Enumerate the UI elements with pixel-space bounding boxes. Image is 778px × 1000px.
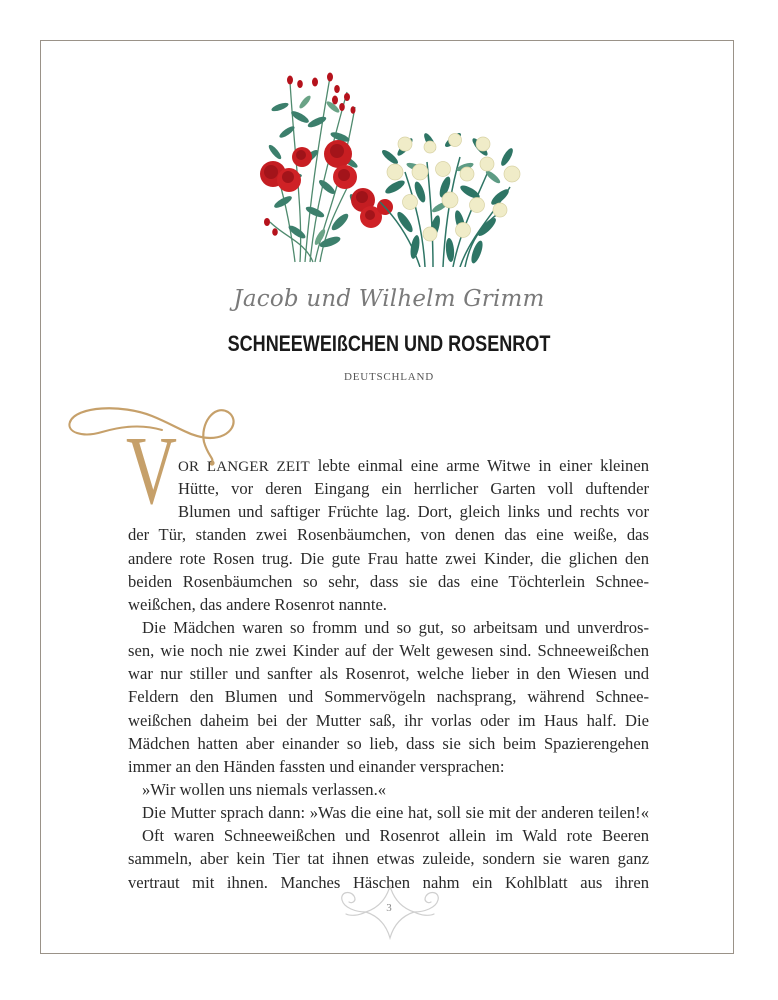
story-line: andere rote Rosen trug. Die gute Frau hatte zwei Kinder, die glichen den [128, 548, 649, 568]
story-line: sammeln, aber kein Tier tat ihnen etwas zuleide, sondern sie waren ganz [128, 849, 649, 869]
story-line: Feldern den Blumen und Sommervögeln nachsprang, während Schnee- [128, 687, 649, 707]
drop-cap: V [126, 417, 177, 525]
story-line: war nur stiller und sanfter als Rosenrot, welche lieber in den Wiesen und [128, 664, 649, 684]
story-line: Oft waren Schneeweißchen und Rosenrot allein im Wald rote Beeren [142, 826, 649, 846]
story-line: beiden Rosenbäumchen so sehr, dass sie das eine Töchterlein Schnee- [128, 571, 649, 591]
story-line: Hütte, vor deren Eingang ein herrlicher Garten voll duftender [178, 479, 649, 499]
story-text [128, 454, 649, 894]
story-line: OR LANGER ZEIT lebte einmal eine arme Witwe in einer kleinen [178, 456, 649, 475]
story-line: vertraut mit ihnen. Manches Häschen nahm ein Kohlblatt aus ihren [128, 872, 649, 892]
red-rose-bush [260, 73, 393, 263]
story-line: Mädchen hatten aber einander so lieb, dass sie sich beim Spazierengehen [128, 733, 649, 753]
story-line: weißchen daheim bei der Mutter saß, ihr vorlas oder im Haus half. Die [128, 710, 649, 730]
story-country: DEUTSCHLAND [343, 371, 435, 383]
opening-smallcaps: OR LANGER ZEIT [178, 459, 310, 475]
story-title: SCHNEEWEIßCHEN UND ROSENROT [227, 331, 551, 356]
story-line: »Wir wollen uns niemals verlassen.« [142, 779, 387, 799]
white-rose-bush [380, 131, 520, 267]
story-line: weißchen, das andere Rosenrot nannte. [128, 594, 387, 614]
story-line: sen, wie noch nie zwei Kinder auf der Welt gewesen sind. Schneeweißchen [128, 641, 649, 661]
story-line: immer an den Händen fassten und einander versprachen: [128, 756, 505, 776]
story-line: Die Mädchen waren so fromm und so gut, so arbeitsam und unverdros- [142, 617, 649, 637]
story-line: Blumen und saftiger Früchte lag. Dort, gleich links und rechts vor [178, 502, 649, 522]
page-number: 3 [386, 902, 392, 914]
author-name: Jacob und Wilhelm Grimm [233, 286, 545, 312]
rose-bushes-illustration [255, 62, 530, 267]
story-line: Die Mutter sprach dann: »Was die eine hat, soll sie mit der anderen teilen!« [142, 803, 649, 823]
story-line: der Tür, standen zwei Rosenbäumchen, von denen das eine weiße, das [128, 525, 649, 545]
